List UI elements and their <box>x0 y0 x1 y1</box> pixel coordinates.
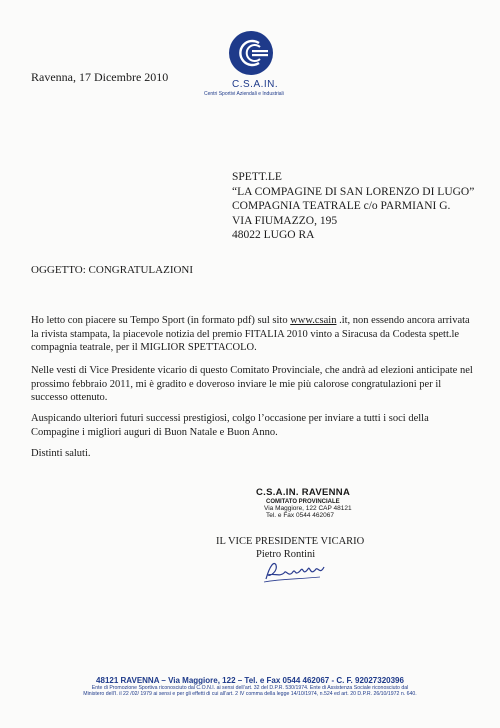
body-paragraph-2: Nelle vesti di Vice Presidente vicario di questo Comitato Provinciale, che andrà ad elezioni anticipate nel prossimo febbraio 2011, mi è gradito e doveroso inviare le mie più calorose congratulazioni per il successo ottenuto. <box>31 365 473 403</box>
recipient-line: SPETT.LE <box>232 171 282 183</box>
handwritten-signature <box>260 555 350 585</box>
letterhead-footer <box>0 676 500 697</box>
footer-legal-2: Ministero dell’I. il 22 /02/ 1979 ai sensi e per gli effetti di cui all’art. 2 IV comma della legge 14/10/1974, n.524 ed art. 20 D.P.R. 26/10/1972 n. 640. <box>83 691 417 697</box>
letterhead-brand: C.S.A.IN. <box>232 79 279 90</box>
paragraph-text: Ho letto con piacere su Tempo Sport (in formato pdf) sul sito <box>31 315 291 326</box>
signatory-name: Pietro Rontini <box>256 549 316 560</box>
stamp-address: Via Maggiore, 122 CAP 48121 <box>264 505 352 512</box>
paragraph-text: .it, non essendo ancora arrivata la rivista stampata, la piacevole notizia del premio FITALIA 2010 vinto a Siracusa da Codesta spett.le compagnia teatrale, per il MIGLIOR SPETTACOLO. <box>31 315 470 353</box>
subject-line: OGGETTO: CONGRATULAZIONI <box>31 264 194 276</box>
signatory-title: IL VICE PRESIDENTE VICARIO <box>216 536 365 547</box>
recipient-line: VIA FIUMAZZO, 195 <box>232 214 338 227</box>
letter-date: Ravenna, 17 Dicembre 2010 <box>31 70 169 84</box>
recipient-line: COMPAGNIA TEATRALE c/o PARMIANI G. <box>232 200 451 212</box>
recipient-address <box>232 170 474 243</box>
body-paragraph-3: Auspicando ulteriori futuri successi prestigiosi, colgo l’occasione per inviare a tutti i soci della Compagine i migliori auguri di Buon Natale e Buon Anno. <box>31 413 429 438</box>
stamp-phone: Tel. e Fax 0544 462067 <box>266 512 334 519</box>
closing-salutation: Distinti saluti. <box>31 448 91 459</box>
recipient-line: “LA COMPAGINE DI SAN LORENZO DI LUGO” <box>232 185 475 198</box>
stamp-title: C.S.A.IN. RAVENNA <box>256 487 351 498</box>
letterhead-subtitle: Centri Sportivi Aziendali e Industriali <box>204 91 284 97</box>
website-link[interactable]: www.csain <box>290 315 337 326</box>
csain-logo <box>228 30 274 76</box>
stamp-committee: COMITATO PROVINCIALE <box>266 499 340 505</box>
recipient-line: 48022 LUGO RA <box>232 229 315 241</box>
footer-legal-1: Ente di Promozione Sportiva riconosciuto dal C.O.N.I. ai sensi dell’art. 32 del D.P.R. 530/1974. Ente di Assistenza Sociale riconosciuto dal <box>91 685 409 691</box>
body-paragraph-1 <box>31 314 479 355</box>
organization-stamp <box>256 487 352 519</box>
footer-contact: 48121 RAVENNA – Via Maggiore, 122 – Tel. e Fax 0544 462067 - C. F. 92027320396 <box>96 676 404 685</box>
